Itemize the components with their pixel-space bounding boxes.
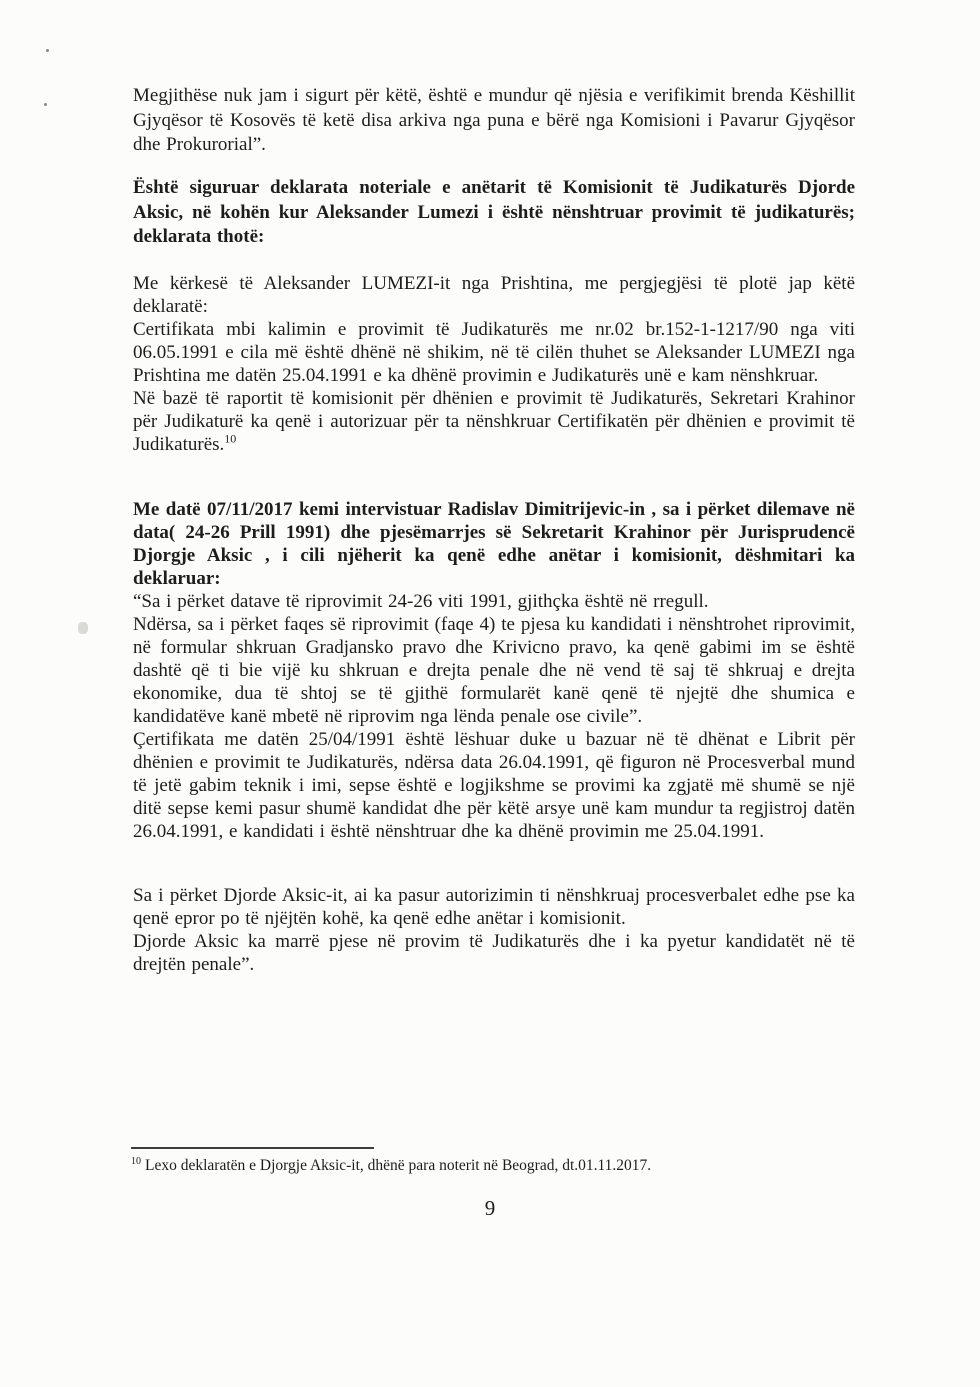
paragraph-request: Me kërkesë të Aleksander LUMEZI-it nga Prishtina, me pergjegjësi të plotë jap këtë deklaratë: — [133, 273, 855, 317]
paragraph-quote-dates: “Sa i përket datave të riprovimit 24-26 viti 1991, gjithçka është në rregull. — [133, 591, 709, 612]
footnote-marker: 10 — [131, 1155, 141, 1167]
paragraph-quote-retake: Ndërsa, sa i përket faqes së riprovimit (faqe 4) te pjesa ku kandidati i nënshtrohet riprovimit, në formular shkruan Gradjansko pravo dhe Krivicno pravo, ka qenë gabimi im se është dashtë që ti bie vijë ku shkruan e drejta penale dhe në vend të saj të shkruaj e drejta ekonomike, dua të shtoj se të gjithë formularët kanë qenë të njejtë dhe shumica e kandidatëve kanë mbetë në riprovim nga lënda penale ose civile”. — [133, 614, 855, 727]
footnote-text: Lexo deklaratën e Djorgje Aksic-it, dhënë para noterit në Beograd, dt.01.11.2017. — [145, 1157, 652, 1174]
paragraph-quote-certificate: Çertifikata me datën 25/04/1991 është lëshuar duke u bazuar në të dhënat e Librit për dhënien e provimit te Judikaturës, ndërsa data 26.04.1991, që figuron në Procesverbal mund të jetë gabim teknik i imi, sepse është e logjikshme se provimi ka zgjatë më shumë se një ditë sepse kemi pasur shumë kandidat dhe për këtë arsye unë kam mundur ta regjistroj datën 26.04.1991, e kandidati i është nënshtruar dhe ka dhënë provimin me 25.04.1991. — [133, 729, 855, 842]
scan-speck — [44, 103, 47, 106]
footnote-reference: 10 — [224, 431, 237, 446]
paragraph-aksic-authorization: Sa i përket Djorde Aksic-it, ai ka pasur autorizimin ti nënshkruaj procesverbalet edhe pse ka qenë epror po të njëjtën kohë, ka qenë edhe anëtar i komisionit. — [133, 885, 855, 929]
declaration-lead-block — [133, 176, 855, 250]
intro-block — [133, 84, 855, 158]
scan-speck — [46, 49, 49, 52]
paragraph-interview-lead: Me datë 07/11/2017 kemi intervistuar Radislav Dimitrijevic-in , sa i përket dilemave në data( 24-26 Prill 1991) dhe pjesëmarrjes së Sekretarit Krahinor për Jurisprudencë Djorgje Aksic , i cili njëherit ka qenë edhe anëtar i komisionit, dëshmitari ka deklaruar: — [133, 499, 855, 589]
declaration-body-block — [133, 272, 855, 456]
paragraph-declaration-lead: Është siguruar deklarata noteriale e anëtarit të Komisionit të Judikaturës Djorde Aksic, në kohën kur Aleksander Lumezi i është nënshtruar provimit të judikaturës; deklarata thotë: — [133, 177, 855, 247]
footnote-separator — [131, 1147, 374, 1149]
interview-block — [133, 498, 855, 843]
paragraph-report-basis — [133, 387, 855, 456]
paragraph-report-basis-text: Në bazë të raportit të komisionit për dhënien e provimit të Judikaturës, Sekretari Krahinor për Judikaturë ka qenë i autorizuar për ta nënshkruar Certifikatën për dhënien e provimit të Judikaturës. — [133, 388, 855, 455]
footnote — [131, 1156, 853, 1176]
page-number: 9 — [484, 1196, 496, 1220]
paragraph-certificate: Certifikata mbi kalimin e provimit të Judikaturës me nr.02 br.152-1-1217/90 nga viti 06.05.1991 e cila më është dhënë në shikim, në të cilën thuhet se Aleksander LUMEZI nga Prishtina me datën 25.04.1991 e ka dhënë provimin e Judikaturës unë e kam nënshkruar. — [133, 319, 855, 386]
paragraph-aksic-participation: Djorde Aksic ka marrë pjese në provim të Judikaturës dhe i ka pyetur kandidatët në të drejtën penale”. — [133, 931, 855, 975]
paragraph-intro: Megjithëse nuk jam i sigurt për këtë, është e mundur që njësia e verifikimit brenda Këshillit Gjyqësor të Kosovës të ketë disa arkiva nga puna e bërë nga Komisioni i Pavarur Gjyqësor dhe Prokurorial”. — [133, 85, 855, 155]
aksic-block — [133, 884, 855, 976]
scan-smudge — [78, 622, 88, 634]
